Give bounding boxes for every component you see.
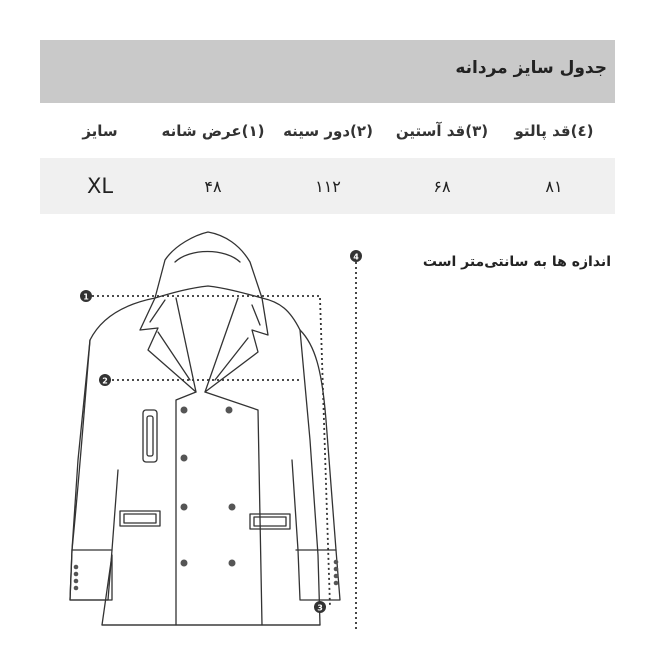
marker-2-label: 2 [102, 376, 108, 386]
chest-pocket [143, 410, 157, 462]
coat-button [181, 407, 188, 414]
sleeve-button [334, 581, 339, 586]
marker-3-label: 3 [317, 603, 323, 613]
collar-inner [175, 252, 240, 263]
collar-outline [155, 232, 262, 298]
sleeve-button [74, 579, 79, 584]
coat-button [181, 455, 188, 462]
header-length: (٤)قد پالتو [514, 121, 594, 140]
left-lapel [140, 298, 196, 392]
header-chest: (۲)دور سینه [283, 121, 373, 140]
marker-1-label: 1 [83, 292, 89, 302]
header-sleeve: (۳)قد آستین [395, 121, 489, 140]
cell-shoulder: ۴۸ [204, 176, 222, 196]
cell-length: ۸۱ [545, 176, 563, 196]
coat-button [229, 560, 236, 567]
left-flap-pocket-inner [124, 514, 156, 523]
cell-size: XL [86, 174, 114, 198]
right-flap-pocket [250, 514, 290, 529]
header-size: سایز [82, 121, 118, 140]
sleeve-button [74, 586, 79, 591]
left-lapel-inner [150, 300, 190, 380]
cell-chest: ۱۱۲ [315, 176, 341, 196]
sleeve-button [74, 572, 79, 577]
left-flap-pocket [120, 511, 160, 526]
coat-button [181, 560, 188, 567]
coat-body-outline [70, 298, 320, 625]
coat-button [229, 504, 236, 511]
units-note: اندازه ها به سانتی‌متر است [422, 254, 611, 270]
table-title: جدول سایز مردانه [455, 58, 607, 78]
coat-button [181, 504, 188, 511]
chest-pocket-inner [147, 416, 153, 456]
sleeve-button [334, 567, 339, 572]
sleeve-button [334, 574, 339, 579]
right-lapel [205, 298, 268, 392]
right-flap-pocket-inner [254, 517, 286, 526]
right-sleeve [292, 330, 340, 600]
marker-4-label: 4 [353, 252, 359, 262]
coat-button [226, 407, 233, 414]
cell-sleeve: ۶۸ [433, 176, 451, 196]
sleeve-button [74, 565, 79, 570]
header-shoulder: (۱)عرض شانه [161, 121, 265, 140]
sleeve-button [334, 560, 339, 565]
